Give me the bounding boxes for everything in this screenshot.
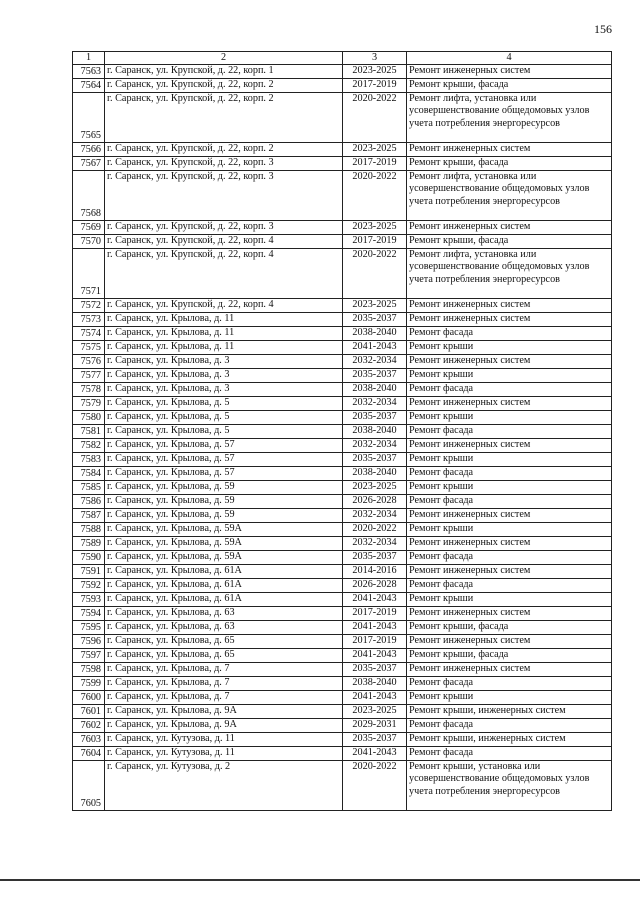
years-cell: 2035-2037: [343, 733, 407, 747]
table-row: [73, 355, 612, 369]
address-cell: г. Саранск, ул. Крылова, д. 65: [105, 635, 343, 649]
work-type-cell: Ремонт крыши: [407, 691, 612, 705]
table-row: [73, 221, 612, 235]
address-cell: г. Саранск, ул. Крупской, д. 22, корп. 1: [105, 65, 343, 79]
address-cell: г. Саранск, ул. Крылова, д. 11: [105, 341, 343, 355]
work-type-cell: Ремонт инженерных систем: [407, 635, 612, 649]
address-cell: г. Саранск, ул. Крылова, д. 57: [105, 453, 343, 467]
work-type-cell: Ремонт фасада: [407, 747, 612, 761]
table-row: [73, 93, 612, 143]
row-number: 7594: [73, 607, 105, 621]
row-number: 7569: [73, 221, 105, 235]
row-number: 7579: [73, 397, 105, 411]
work-type-cell: Ремонт крыши: [407, 481, 612, 495]
table-row: [73, 65, 612, 79]
table-row: [73, 453, 612, 467]
work-type-cell: Ремонт фасада: [407, 579, 612, 593]
header-cell: 2: [105, 52, 343, 65]
work-type-cell: Ремонт фасада: [407, 551, 612, 565]
table-row: [73, 369, 612, 383]
work-type-cell: Ремонт фасада: [407, 425, 612, 439]
address-cell: г. Саранск, ул. Крылова, д. 59А: [105, 523, 343, 537]
work-type-cell: Ремонт крыши, инженерных систем: [407, 705, 612, 719]
table-row: [73, 383, 612, 397]
header-cell: 4: [407, 52, 612, 65]
years-cell: 2029-2031: [343, 719, 407, 733]
table-row: [73, 327, 612, 341]
years-cell: 2017-2019: [343, 157, 407, 171]
table-row: [73, 425, 612, 439]
address-cell: г. Саранск, ул. Крылова, д. 9А: [105, 719, 343, 733]
table-row: [73, 143, 612, 157]
years-cell: 2017-2019: [343, 235, 407, 249]
years-cell: 2038-2040: [343, 467, 407, 481]
table-row: [73, 523, 612, 537]
work-type-cell: Ремонт крыши: [407, 411, 612, 425]
address-cell: г. Саранск, ул. Крылова, д. 57: [105, 439, 343, 453]
years-cell: 2026-2028: [343, 579, 407, 593]
row-number: 7602: [73, 719, 105, 733]
address-cell: г. Саранск, ул. Крылова, д. 11: [105, 313, 343, 327]
row-number: 7605: [73, 761, 105, 811]
table-row: [73, 691, 612, 705]
work-type-cell: Ремонт крыши, фасада: [407, 157, 612, 171]
row-number: 7604: [73, 747, 105, 761]
address-cell: г. Саранск, ул. Крупской, д. 22, корп. 4: [105, 299, 343, 313]
years-cell: 2041-2043: [343, 593, 407, 607]
table-row: [73, 157, 612, 171]
years-cell: 2032-2034: [343, 537, 407, 551]
row-number: 7563: [73, 65, 105, 79]
years-cell: 2023-2025: [343, 705, 407, 719]
row-number: 7564: [73, 79, 105, 93]
row-number: 7578: [73, 383, 105, 397]
years-cell: 2038-2040: [343, 677, 407, 691]
address-cell: г. Саранск, ул. Крупской, д. 22, корп. 3: [105, 157, 343, 171]
row-number: 7568: [73, 171, 105, 221]
years-cell: 2020-2022: [343, 249, 407, 299]
table-row: [73, 761, 612, 811]
address-cell: г. Саранск, ул. Крылова, д. 3: [105, 383, 343, 397]
work-type-cell: Ремонт инженерных систем: [407, 221, 612, 235]
years-cell: 2038-2040: [343, 425, 407, 439]
row-number: 7567: [73, 157, 105, 171]
address-cell: г. Саранск, ул. Кутузова, д. 11: [105, 747, 343, 761]
years-cell: 2023-2025: [343, 299, 407, 313]
work-type-cell: Ремонт крыши, фасада: [407, 621, 612, 635]
address-cell: г. Саранск, ул. Крылова, д. 63: [105, 607, 343, 621]
table-row: [73, 235, 612, 249]
work-type-cell: Ремонт крыши: [407, 453, 612, 467]
work-type-cell: Ремонт крыши, фасада: [407, 649, 612, 663]
years-cell: 2023-2025: [343, 221, 407, 235]
work-type-cell: Ремонт инженерных систем: [407, 299, 612, 313]
address-cell: г. Саранск, ул. Крылова, д. 5: [105, 411, 343, 425]
row-number: 7585: [73, 481, 105, 495]
address-cell: г. Саранск, ул. Крылова, д. 3: [105, 369, 343, 383]
work-type-cell: Ремонт инженерных систем: [407, 355, 612, 369]
table-row: [73, 467, 612, 481]
work-type-cell: Ремонт фасада: [407, 495, 612, 509]
row-number: 7580: [73, 411, 105, 425]
years-cell: 2041-2043: [343, 621, 407, 635]
row-number: 7572: [73, 299, 105, 313]
row-number: 7582: [73, 439, 105, 453]
work-type-cell: Ремонт инженерных систем: [407, 509, 612, 523]
years-cell: 2041-2043: [343, 747, 407, 761]
row-number: 7575: [73, 341, 105, 355]
work-type-cell: Ремонт фасада: [407, 327, 612, 341]
row-number: 7598: [73, 663, 105, 677]
years-cell: 2041-2043: [343, 341, 407, 355]
work-type-cell: Ремонт инженерных систем: [407, 537, 612, 551]
table-row: [73, 439, 612, 453]
work-type-cell: Ремонт фасада: [407, 383, 612, 397]
years-cell: 2035-2037: [343, 369, 407, 383]
work-type-cell: Ремонт фасада: [407, 677, 612, 691]
work-type-cell: Ремонт лифта, установка или усовершенствование общедомовых узлов учета потребления энергоресурсов: [407, 93, 612, 143]
years-cell: 2017-2019: [343, 79, 407, 93]
years-cell: 2023-2025: [343, 481, 407, 495]
years-cell: 2035-2037: [343, 411, 407, 425]
table-row: [73, 341, 612, 355]
row-number: 7593: [73, 593, 105, 607]
row-number: 7596: [73, 635, 105, 649]
address-cell: г. Саранск, ул. Кутузова, д. 11: [105, 733, 343, 747]
years-cell: 2038-2040: [343, 383, 407, 397]
address-cell: г. Саранск, ул. Крупской, д. 22, корп. 3: [105, 171, 343, 221]
years-cell: 2041-2043: [343, 691, 407, 705]
address-cell: г. Саранск, ул. Крылова, д. 7: [105, 677, 343, 691]
table-row: [73, 79, 612, 93]
address-cell: г. Саранск, ул. Кутузова, д. 2: [105, 761, 343, 811]
row-number: 7586: [73, 495, 105, 509]
row-number: 7597: [73, 649, 105, 663]
work-type-cell: Ремонт крыши, инженерных систем: [407, 733, 612, 747]
row-number: 7603: [73, 733, 105, 747]
table-row: [73, 663, 612, 677]
work-type-cell: Ремонт лифта, установка или усовершенствование общедомовых узлов учета потребления энергоресурсов: [407, 171, 612, 221]
years-cell: 2041-2043: [343, 649, 407, 663]
years-cell: 2035-2037: [343, 663, 407, 677]
table-row: [73, 171, 612, 221]
years-cell: 2017-2019: [343, 635, 407, 649]
address-cell: г. Саранск, ул. Крылова, д. 63: [105, 621, 343, 635]
table-row: [73, 397, 612, 411]
address-cell: г. Саранск, ул. Крылова, д. 65: [105, 649, 343, 663]
address-cell: г. Саранск, ул. Крылова, д. 5: [105, 425, 343, 439]
years-cell: 2023-2025: [343, 65, 407, 79]
table-row: [73, 621, 612, 635]
table-row: [73, 249, 612, 299]
row-number: 7581: [73, 425, 105, 439]
table-row: [73, 677, 612, 691]
years-cell: 2038-2040: [343, 327, 407, 341]
address-cell: г. Саранск, ул. Крылова, д. 9А: [105, 705, 343, 719]
work-type-cell: Ремонт инженерных систем: [407, 663, 612, 677]
row-number: 7590: [73, 551, 105, 565]
years-cell: 2032-2034: [343, 509, 407, 523]
row-number: 7591: [73, 565, 105, 579]
table-row: [73, 719, 612, 733]
work-type-cell: Ремонт крыши: [407, 369, 612, 383]
address-cell: г. Саранск, ул. Крылова, д. 61А: [105, 593, 343, 607]
address-cell: г. Саранск, ул. Крылова, д. 7: [105, 691, 343, 705]
row-number: 7566: [73, 143, 105, 157]
work-type-cell: Ремонт крыши, фасада: [407, 235, 612, 249]
years-cell: 2035-2037: [343, 551, 407, 565]
address-cell: г. Саранск, ул. Крылова, д. 59: [105, 481, 343, 495]
years-cell: 2023-2025: [343, 143, 407, 157]
address-cell: г. Саранск, ул. Крупской, д. 22, корп. 2: [105, 79, 343, 93]
row-number: 7601: [73, 705, 105, 719]
years-cell: 2017-2019: [343, 607, 407, 621]
row-number: 7583: [73, 453, 105, 467]
table-row: [73, 579, 612, 593]
table-row: [73, 509, 612, 523]
work-type-cell: Ремонт фасада: [407, 467, 612, 481]
work-type-cell: Ремонт крыши: [407, 593, 612, 607]
row-number: 7584: [73, 467, 105, 481]
address-cell: г. Саранск, ул. Крылова, д. 11: [105, 327, 343, 341]
table-header-row: [73, 52, 612, 65]
work-type-cell: Ремонт крыши: [407, 341, 612, 355]
address-cell: г. Саранск, ул. Крылова, д. 59А: [105, 551, 343, 565]
table-row: [73, 299, 612, 313]
table-row: [73, 313, 612, 327]
row-number: 7592: [73, 579, 105, 593]
years-cell: 2032-2034: [343, 355, 407, 369]
years-cell: 2020-2022: [343, 93, 407, 143]
years-cell: 2026-2028: [343, 495, 407, 509]
years-cell: 2020-2022: [343, 761, 407, 811]
row-number: 7576: [73, 355, 105, 369]
row-number: 7573: [73, 313, 105, 327]
row-number: 7570: [73, 235, 105, 249]
address-cell: г. Саранск, ул. Крылова, д. 3: [105, 355, 343, 369]
years-cell: 2032-2034: [343, 397, 407, 411]
work-type-cell: Ремонт крыши, фасада: [407, 79, 612, 93]
address-cell: г. Саранск, ул. Крылова, д. 59А: [105, 537, 343, 551]
row-number: 7600: [73, 691, 105, 705]
address-cell: г. Саранск, ул. Крупской, д. 22, корп. 3: [105, 221, 343, 235]
table-row: [73, 733, 612, 747]
table-row: [73, 593, 612, 607]
work-type-cell: Ремонт крыши, установка или усовершенствование общедомовых узлов учета потребления энергоресурсов: [407, 761, 612, 811]
table-row: [73, 607, 612, 621]
table-row: [73, 495, 612, 509]
header-cell: 3: [343, 52, 407, 65]
table-row: [73, 747, 612, 761]
address-cell: г. Саранск, ул. Крупской, д. 22, корп. 2: [105, 93, 343, 143]
row-number: 7565: [73, 93, 105, 143]
table-row: [73, 551, 612, 565]
row-number: 7589: [73, 537, 105, 551]
address-cell: г. Саранск, ул. Крылова, д. 59: [105, 495, 343, 509]
years-cell: 2020-2022: [343, 171, 407, 221]
address-cell: г. Саранск, ул. Крупской, д. 22, корп. 2: [105, 143, 343, 157]
row-number: 7595: [73, 621, 105, 635]
work-type-cell: Ремонт фасада: [407, 719, 612, 733]
row-number: 7577: [73, 369, 105, 383]
work-type-cell: Ремонт инженерных систем: [407, 313, 612, 327]
work-type-cell: Ремонт инженерных систем: [407, 439, 612, 453]
table-row: [73, 649, 612, 663]
table-row: [73, 411, 612, 425]
work-type-cell: Ремонт инженерных систем: [407, 397, 612, 411]
row-number: 7574: [73, 327, 105, 341]
table-row: [73, 481, 612, 495]
row-number: 7599: [73, 677, 105, 691]
address-cell: г. Саранск, ул. Крылова, д. 59: [105, 509, 343, 523]
header-cell: 1: [73, 52, 105, 65]
years-cell: 2035-2037: [343, 313, 407, 327]
row-number: 7588: [73, 523, 105, 537]
work-type-cell: Ремонт инженерных систем: [407, 565, 612, 579]
table-row: [73, 705, 612, 719]
table-row: [73, 565, 612, 579]
work-type-cell: Ремонт крыши: [407, 523, 612, 537]
years-cell: 2020-2022: [343, 523, 407, 537]
address-cell: г. Саранск, ул. Крылова, д. 7: [105, 663, 343, 677]
years-cell: 2035-2037: [343, 453, 407, 467]
address-cell: г. Саранск, ул. Крылова, д. 61А: [105, 565, 343, 579]
work-type-cell: Ремонт инженерных систем: [407, 65, 612, 79]
address-cell: г. Саранск, ул. Крылова, д. 57: [105, 467, 343, 481]
years-cell: 2032-2034: [343, 439, 407, 453]
table-row: [73, 537, 612, 551]
address-cell: г. Саранск, ул. Крупской, д. 22, корп. 4: [105, 249, 343, 299]
address-cell: г. Саранск, ул. Крылова, д. 5: [105, 397, 343, 411]
row-number: 7571: [73, 249, 105, 299]
work-type-cell: Ремонт лифта, установка или усовершенствование общедомовых узлов учета потребления энергоресурсов: [407, 249, 612, 299]
repair-schedule-table: [72, 51, 612, 811]
bottom-rule: [0, 879, 640, 881]
address-cell: г. Саранск, ул. Крылова, д. 61А: [105, 579, 343, 593]
work-type-cell: Ремонт инженерных систем: [407, 143, 612, 157]
page-number: 156: [594, 22, 612, 36]
address-cell: г. Саранск, ул. Крупской, д. 22, корп. 4: [105, 235, 343, 249]
table-row: [73, 635, 612, 649]
work-type-cell: Ремонт инженерных систем: [407, 607, 612, 621]
years-cell: 2014-2016: [343, 565, 407, 579]
row-number: 7587: [73, 509, 105, 523]
